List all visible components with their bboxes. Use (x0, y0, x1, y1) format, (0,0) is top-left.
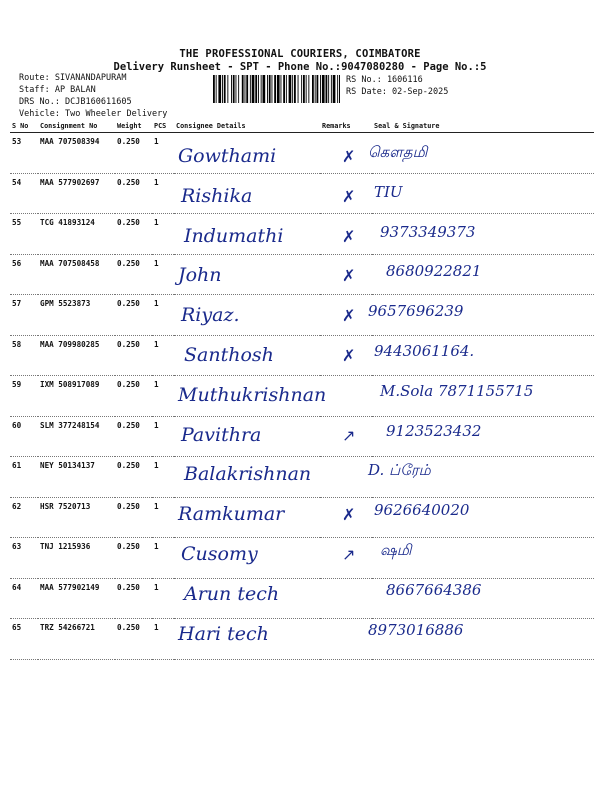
weight-cell: 0.250 (115, 538, 152, 579)
sno-cell: 56 (10, 254, 38, 295)
barcode-bar (272, 75, 273, 103)
weight-cell: 0.250 (115, 254, 152, 295)
barcode-bar (331, 75, 332, 103)
barcode-bar (263, 75, 266, 103)
pcs-cell: 1 (152, 619, 174, 660)
consignment-cell: MAA 577902149 (38, 578, 115, 619)
sno-cell: 55 (10, 214, 38, 255)
consignment-cell: MAA 709980285 (38, 335, 115, 376)
barcode-bar (292, 75, 293, 103)
table-row (10, 133, 594, 174)
table-row (10, 538, 594, 579)
table-row (10, 214, 594, 255)
barcode-bar (326, 75, 328, 103)
barcode-bar (261, 75, 262, 103)
pcs-cell: 1 (152, 173, 174, 214)
remark-mark: ✗ (342, 306, 356, 326)
weight-cell: 0.250 (115, 133, 152, 174)
consignment-cell: SLM 377248154 (38, 416, 115, 457)
barcode-bar (281, 75, 282, 103)
barcode-bar (218, 75, 221, 103)
sno-cell: 62 (10, 497, 38, 538)
sno-cell: 57 (10, 295, 38, 336)
sno-cell: 63 (10, 538, 38, 579)
pcs-cell: 1 (152, 497, 174, 538)
signature: 8973016886 (368, 620, 464, 639)
consignment-cell: TRZ 54266721 (38, 619, 115, 660)
remarks-cell (320, 376, 372, 417)
table-row (10, 578, 594, 619)
col-header-consignment: Consignment No (38, 120, 115, 133)
vehicle-label: Vehicle: Two Wheeler Delivery (19, 109, 168, 119)
consignee-handwritten-name: Balakrishnan (184, 463, 312, 486)
barcode-bar (294, 75, 296, 103)
signature: 8680922821 (386, 262, 482, 281)
table-row (10, 335, 594, 376)
consignee-handwritten-name: Cusomy (181, 543, 258, 565)
barcode-bar (238, 75, 239, 103)
barcode-bar (246, 75, 248, 103)
barcode-bar (252, 75, 255, 103)
barcode-bar (222, 75, 223, 103)
consignee-handwritten-name: Muthukrishnan (178, 383, 327, 406)
consignee-handwritten-name: Gowthami (178, 145, 277, 167)
barcode-bar (250, 75, 251, 103)
company-title: THE PROFESSIONAL COURIERS, COIMBATORE (179, 48, 421, 60)
route-label: Route: SIVANANDAPURAM (19, 73, 127, 83)
barcode-bar (322, 75, 325, 103)
barcode-bar (303, 75, 305, 103)
barcode-bar (245, 75, 246, 103)
table-row (10, 416, 594, 457)
consignee-handwritten-name: Santhosh (184, 344, 274, 366)
weight-cell: 0.250 (115, 578, 152, 619)
barcode-bar (306, 75, 307, 103)
barcode-bar (233, 75, 235, 103)
pcs-cell: 1 (152, 335, 174, 376)
col-header-weight: Weight (115, 120, 152, 133)
sno-cell: 65 (10, 619, 38, 660)
remark-mark: ✗ (342, 346, 356, 365)
barcode-bar (301, 75, 302, 103)
sno-cell: 59 (10, 376, 38, 417)
weight-cell: 0.250 (115, 416, 152, 457)
consignment-cell: TNJ 1215936 (38, 538, 115, 579)
signature: D. ப்ரேம் (368, 461, 431, 480)
consignee-handwritten-name: Riyaz. (181, 304, 240, 327)
barcode-bar (320, 75, 321, 103)
table-row (10, 619, 594, 660)
sno-cell: 54 (10, 173, 38, 214)
consignee-handwritten-name: Indumathi (184, 224, 284, 247)
barcode-bar (213, 75, 215, 103)
consignment-cell: NEY 50134137 (38, 457, 115, 498)
pcs-cell: 1 (152, 578, 174, 619)
table-row (10, 295, 594, 336)
signature: M.Sola 7871155715 (380, 381, 534, 400)
remark-mark: ✗ (342, 266, 356, 286)
barcode-bar (255, 75, 257, 103)
barcode-bar (267, 75, 268, 103)
barcode-bar (328, 75, 329, 103)
col-header-sno: S No (10, 120, 38, 133)
consignee-handwritten-name: Ramkumar (178, 503, 285, 526)
barcode-bar (333, 75, 336, 103)
remark-mark: ✗ (342, 147, 356, 166)
signature: 9626640020 (374, 501, 470, 520)
weight-cell: 0.250 (115, 295, 152, 336)
barcode-bar (308, 75, 309, 103)
barcode-bar (312, 75, 314, 103)
barcode-bar (337, 75, 338, 103)
sno-cell: 64 (10, 578, 38, 619)
pcs-cell: 1 (152, 133, 174, 174)
barcode-bar (286, 75, 287, 103)
barcode-bar (289, 75, 292, 103)
barcode-bar (269, 75, 271, 103)
weight-cell: 0.250 (115, 619, 152, 660)
signature: கௌதமி (368, 143, 428, 161)
weight-cell: 0.250 (115, 457, 152, 498)
col-header-remarks: Remarks (320, 120, 372, 133)
table-row (10, 497, 594, 538)
rs-number: RS No.: 1606116 (346, 75, 423, 85)
consignee-handwritten-name: Hari tech (178, 622, 269, 645)
seal-cell (372, 173, 594, 214)
barcode-bar (317, 75, 319, 103)
barcode-bar (236, 75, 237, 103)
consignee-handwritten-name: John (178, 264, 222, 287)
barcode-bar (283, 75, 285, 103)
col-header-consignee: Consignee Details (174, 120, 320, 133)
runsheet-subtitle: Delivery Runsheet - SPT - Phone No.:9047080280 - Page No.:5 (113, 61, 487, 73)
barcode-bar (216, 75, 217, 103)
drs-number: DRS No.: DCJB160611605 (19, 97, 132, 107)
consignment-cell: MAA 707508458 (38, 254, 115, 295)
pcs-cell: 1 (152, 457, 174, 498)
signature: 9657696239 (368, 302, 464, 321)
barcode-bar (227, 75, 228, 103)
table-row (10, 173, 594, 214)
consignment-cell: MAA 577902697 (38, 173, 115, 214)
table-row (10, 254, 594, 295)
remark-mark: ✗ (342, 226, 356, 246)
signature: TIU (374, 182, 403, 201)
weight-cell: 0.250 (115, 335, 152, 376)
signature: 9443061164. (374, 342, 475, 360)
sno-cell: 61 (10, 457, 38, 498)
staff-label: Staff: AP BALAN (19, 85, 96, 95)
remark-mark: ↗ (342, 545, 356, 564)
col-header-seal: Seal & Signature (372, 120, 594, 133)
consignment-cell: MAA 707508394 (38, 133, 115, 174)
sno-cell: 60 (10, 416, 38, 457)
weight-cell: 0.250 (115, 376, 152, 417)
barcode-bar (258, 75, 259, 103)
pcs-cell: 1 (152, 538, 174, 579)
remark-mark: ✗ (342, 505, 356, 525)
sno-cell: 58 (10, 335, 38, 376)
pcs-cell: 1 (152, 295, 174, 336)
pcs-cell: 1 (152, 416, 174, 457)
barcode-bar (298, 75, 299, 103)
remarks-cell (320, 457, 372, 498)
barcode-bar (274, 75, 276, 103)
signature: 9373349373 (380, 222, 476, 241)
rs-date: RS Date: 02-Sep-2025 (346, 87, 449, 97)
barcode-bar (224, 75, 226, 103)
table-header-row (10, 120, 594, 133)
pcs-cell: 1 (152, 376, 174, 417)
pcs-cell: 1 (152, 214, 174, 255)
remarks-cell (320, 619, 372, 660)
remarks-cell (320, 578, 372, 619)
pcs-cell: 1 (152, 254, 174, 295)
consignee-handwritten-name: Rishika (181, 184, 253, 207)
barcode-image (213, 75, 340, 103)
consignment-cell: GPM 5523873 (38, 295, 115, 336)
consignee-handwritten-name: Arun tech (184, 582, 280, 605)
weight-cell: 0.250 (115, 173, 152, 214)
remark-mark: ✗ (342, 186, 356, 206)
sno-cell: 53 (10, 133, 38, 174)
signature: ஷமி (380, 541, 412, 559)
barcode-bar (231, 75, 232, 103)
signature: 9123523432 (386, 421, 482, 440)
weight-cell: 0.250 (115, 497, 152, 538)
consignment-cell: HSR 7520713 (38, 497, 115, 538)
barcode-bar (277, 75, 280, 103)
barcode-bar (242, 75, 244, 103)
consignment-cell: IXM 508917089 (38, 376, 115, 417)
consignee-handwritten-name: Pavithra (181, 423, 262, 446)
barcode-bar (339, 75, 340, 103)
signature: 8667664386 (386, 580, 482, 599)
consignment-cell: TCG 41893124 (38, 214, 115, 255)
remark-mark: ↗ (342, 425, 356, 445)
barcode-bar (315, 75, 316, 103)
weight-cell: 0.250 (115, 214, 152, 255)
col-header-pcs: PCS (152, 120, 174, 133)
